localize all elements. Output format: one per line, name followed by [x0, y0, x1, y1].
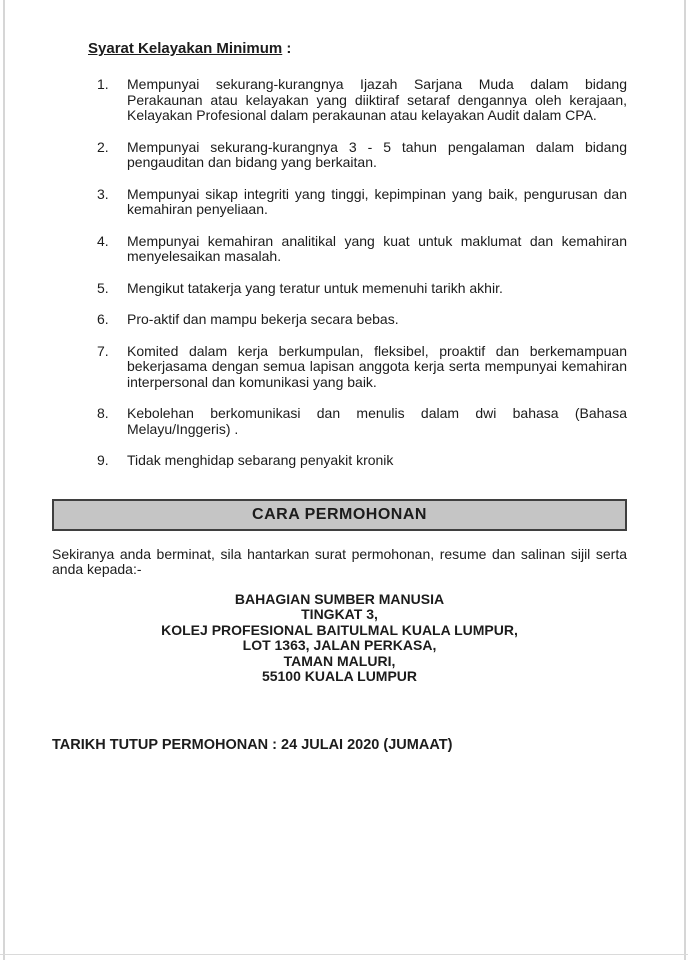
item-text: Mempunyai kemahiran analitikal yang kuat untuk maklumat dan kemahiran menyelesaikan masalah.: [127, 232, 627, 264]
item-number: 5.: [97, 279, 109, 296]
requirement-item: [52, 140, 627, 171]
requirement-item: [52, 406, 627, 437]
item-number: 3.: [97, 185, 109, 202]
section-heading-text: Syarat Kelayakan Minimum: [88, 40, 283, 57]
item-text: Komited dalam kerja berkumpulan, fleksibel, proaktif dan berkemampuan bekerjasama dengan semua lapisan anggota kerja serta mempunyai kemahiran interpersonal dan komunikasi yang baik.: [127, 342, 627, 390]
item-number: 9.: [97, 452, 109, 468]
requirement-item: [52, 187, 627, 218]
section-banner: CARA PERMOHONAN: [52, 499, 627, 531]
item-text: Kebolehan berkomunikasi dan menulis dalam dwi bahasa (Bahasa Melayu/Inggeris) .: [127, 405, 627, 437]
address-line: TAMAN MALURI,: [283, 652, 396, 669]
requirement-item: [52, 344, 627, 391]
application-intro: Sekiranya anda berminat, sila hantarkan surat permohonan, resume dan salinan sijil serta anda kepada:-: [52, 545, 627, 577]
requirement-list: [52, 77, 627, 469]
item-text: Mempunyai sekurang-kurangnya Ijazah Sarjana Muda dalam bidang Perakaunan atau kelayakan yang diiktiraf setaraf dengannya oleh kerajaan, Kelayakan Profesional dalam perakaunan atau kelayakan Audit dalam CPA.: [127, 76, 627, 123]
closing-date: TARIKH TUTUP PERMOHONAN : 24 JULAI 2020 (JUMAAT): [52, 736, 453, 753]
item-text: Mempunyai sikap integriti yang tinggi, kepimpinan yang baik, pengurusan dan kemahiran penyeliaan.: [127, 185, 627, 217]
address-line: TINGKAT 3,: [301, 606, 378, 622]
requirement-item: [52, 312, 627, 328]
requirement-item: [52, 281, 627, 297]
requirement-item: [52, 77, 627, 124]
item-number: 7.: [97, 342, 109, 359]
address-line: LOT 1363, JALAN PERKASA,: [242, 637, 437, 653]
item-number: 8.: [97, 405, 109, 421]
page-edge-bottom: [0, 954, 688, 955]
item-number: 2.: [97, 138, 109, 155]
section-heading: [88, 40, 627, 58]
item-text: Mengikut tatakerja yang teratur untuk memenuhi tarikh akhir.: [127, 279, 503, 296]
item-text: Tidak menghidap sebarang penyakit kronik: [127, 452, 394, 468]
address-block: [52, 592, 627, 685]
item-number: 1.: [97, 76, 109, 92]
item-number: 6.: [97, 311, 109, 327]
requirement-item: [52, 453, 627, 469]
item-number: 4.: [97, 232, 109, 249]
item-text: Pro-aktif dan mampu bekerja secara bebas.: [127, 311, 399, 327]
address-line: KOLEJ PROFESIONAL BAITULMAL KUALA LUMPUR,: [161, 621, 518, 638]
requirement-item: [52, 234, 627, 265]
section-heading-colon: :: [282, 40, 292, 57]
item-text: Mempunyai sekurang-kurangnya 3 - 5 tahun pengalaman dalam bidang pengauditan dan bidang yang berkaitan.: [127, 138, 627, 170]
address-line: 55100 KUALA LUMPUR: [261, 668, 418, 684]
address-line: BAHAGIAN SUMBER MANUSIA: [234, 590, 445, 607]
